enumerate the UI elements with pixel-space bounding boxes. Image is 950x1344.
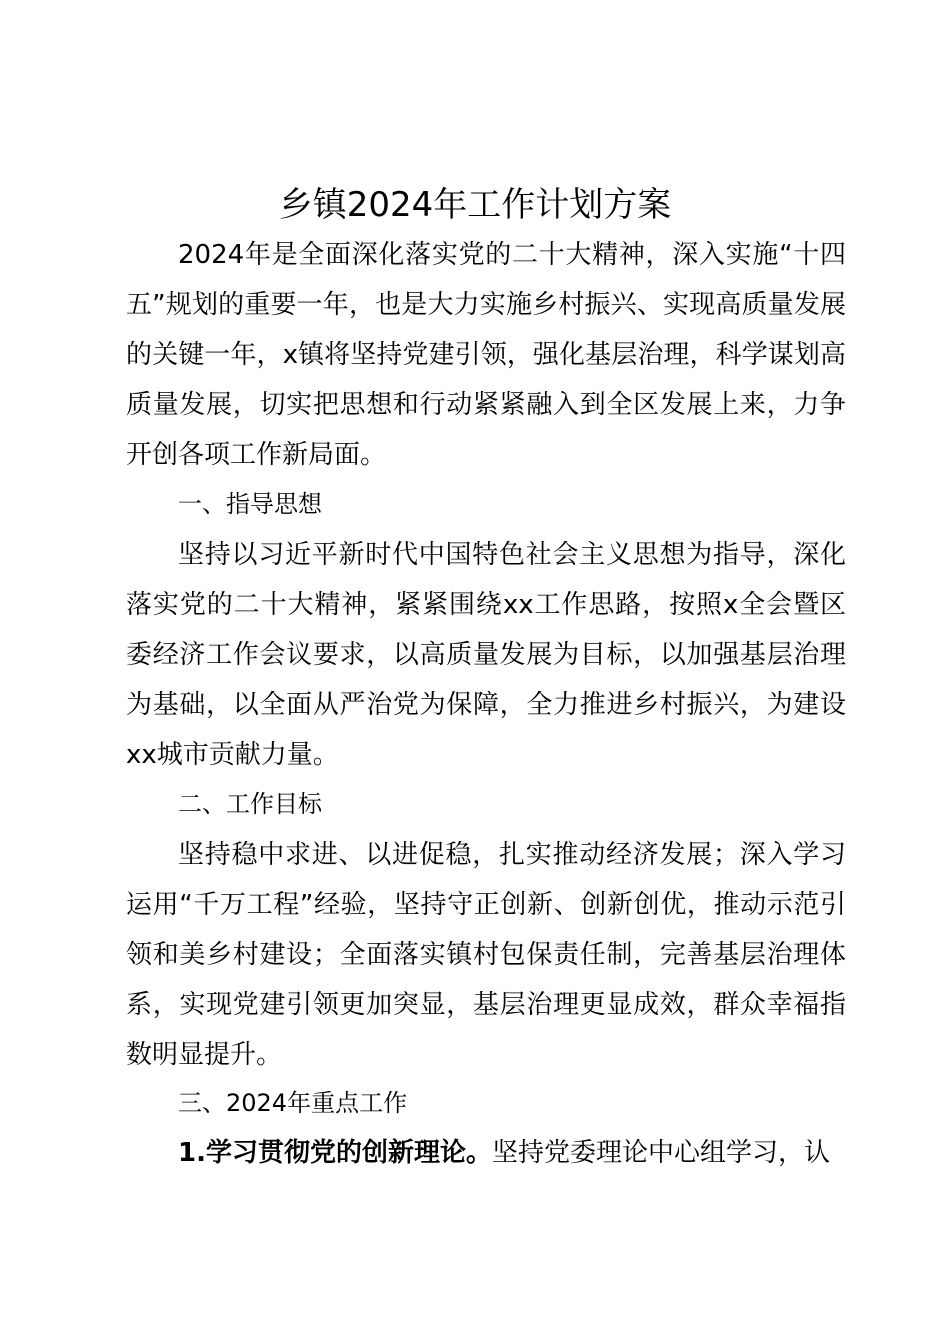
- guiding-ideology-paragraph: 坚持以习近平新时代中国特色社会主义思想为指导，深化落实党的二十大精神，紧紧围绕xx工作思路，按照x全会暨区委经济工作会议要求，以高质量发展为目标，以加强基层治理为基础，以全面从严治党为保障，全力推进乡村振兴，为建设xx城市贡献力量。: [126, 540, 846, 770]
- intro-paragraph: 2024年是全面深化落实党的二十大精神，深入实施“十四五”规划的重要一年，也是大力实施乡村振兴、实现高质量发展的关键一年，x镇将坚持党建引领，强化基层治理，科学谋划高质量发展，切实把思想和行动紧紧融入到全区发展上来，力争开创各项工作新局面。: [126, 240, 846, 470]
- document-title: 乡镇2024年工作计划方案: [278, 185, 672, 225]
- work-goals-paragraph: 坚持稳中求进、以进促稳，扎实推动经济发展；深入学习运用“千万工程”经验，坚持守正创新、创新创优，推动示范引领和美乡村建设；全面落实镇村包保责任制，完善基层治理体系，实现党建引领更加突显，基层治理更显成效，群众幸福指数明显提升。: [126, 840, 846, 1070]
- section-heading-key-work: 三、2024年重点工作: [178, 1089, 408, 1117]
- section-heading-guiding-ideology: 一、指导思想: [178, 490, 322, 518]
- key-work-item-1-text: 坚持党委理论中心组学习，认: [491, 1138, 830, 1168]
- key-work-item-1: [126, 1128, 846, 1178]
- key-work-item-1-title: 1.学习贯彻党的创新理论。: [178, 1138, 492, 1168]
- section-heading-work-goals: 二、工作目标: [178, 790, 322, 818]
